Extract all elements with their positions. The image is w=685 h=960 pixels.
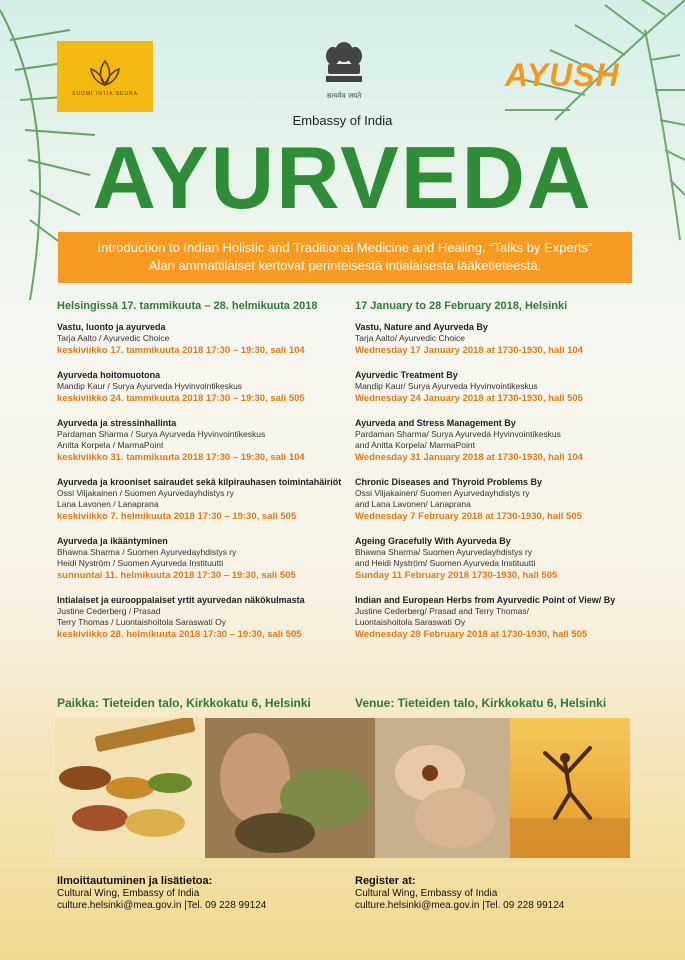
footer-english [355, 875, 564, 912]
event-date: keskiviikko 28. helmikuuta 2018 17:30 – 19:30, sali 505 [57, 629, 302, 640]
event-date: keskiviikko 24. tammikuuta 2018 17:30 – 19:30, sali 505 [57, 393, 305, 404]
event-speaker: Lana Lavonen / Lanaprana [57, 499, 159, 509]
event-speaker: Ossi Viljakainen / Suomen Ayurvedayhdistys ry [57, 488, 234, 498]
event-title: Ageing Gracefully With Ayurveda By [355, 536, 511, 546]
event-item [57, 476, 357, 524]
banner-line-english: Introduction to Indian Holistic and Traditional Medicine and Healing. “Talks by Experts” [97, 240, 593, 255]
event-speaker: Pardaman Sharma / Surya Ayurveda Hyvinvointikeskus [57, 429, 266, 439]
banner-line-finnish: Alan ammattilaiset kertovat perinteisestä intialaisesta lääketieteestä. [148, 258, 542, 273]
event-speaker: Anitta Korpela / MarmaPoint [57, 440, 164, 450]
event-date: Wednesday 24 January 2018 at 1730-1930, hall 505 [355, 393, 583, 404]
event-speaker: Terry Thomas / Luontaishoitola Saraswati Oy [57, 617, 226, 627]
event-item [57, 535, 357, 583]
ayush-logo: AYUSH [505, 57, 620, 93]
lotus-icon [87, 57, 123, 91]
footer-finnish [57, 875, 266, 912]
event-speaker: Mandip Kaur / Surya Ayurveda Hyvinvointikeskus [57, 381, 243, 391]
english-schedule-column [355, 300, 655, 653]
footer-english-heading: Register at: [355, 875, 416, 887]
english-schedule-heading: 17 January to 28 February 2018, Helsinki [355, 300, 568, 312]
event-speaker: Justine Cederberg/ Prasad and Terry Thomas/ [355, 606, 530, 616]
event-speaker: and Heidi Nyström/ Suomen Ayurveda Instituutti [355, 558, 536, 568]
event-title: Ayurvedic Treatment By [355, 370, 458, 380]
event-speaker: Tarja Aalto / Ayurvedic Choice [57, 333, 170, 343]
event-item [57, 369, 357, 406]
emblem-motto: सत्यमेव जयते [326, 92, 362, 100]
event-item [57, 594, 357, 642]
event-item [355, 594, 655, 642]
event-date: Wednesday 17 January 2018 at 1730-1930, hall 104 [355, 345, 583, 356]
event-date: sunnuntai 11. helmikuuta 2018 17:30 – 19:30, sali 505 [57, 570, 296, 581]
event-speaker: and Anitta Korpela/ MarmaPoint [355, 440, 476, 450]
event-speaker: and Lana Lavonen/ Lanaprana [355, 499, 471, 509]
event-title: Vastu, luonto ja ayurveda [57, 322, 166, 332]
event-speaker: Pardaman Sharma/ Surya Ayurveda Hyvinvointikeskus [355, 429, 561, 439]
finnish-schedule-column [57, 300, 357, 653]
herbs-and-spices-photo [55, 718, 205, 858]
event-speaker: Heidi Nyström / Suomen Ayurveda Instituutti [57, 558, 224, 568]
event-title: Ayurveda ja stressinhallinta [57, 418, 177, 428]
event-date: Sunday 11 February 2018 1730-1930, hall 505 [355, 570, 558, 581]
embassy-label: Embassy of India [292, 113, 393, 128]
footer-english-org: Cultural Wing, Embassy of India [355, 888, 498, 899]
event-title: Ayurveda ja krooniset sairaudet sekä kilpirauhasen toimintahäiriöt [57, 477, 342, 487]
event-title: Intialaiset ja eurooppalaiset yrtit ayurvedan näkökulmasta [57, 595, 305, 605]
event-title: Vastu, Nature and Ayurveda By [355, 322, 488, 332]
event-title: Ayurveda hoitomuotona [57, 370, 161, 380]
event-item [355, 535, 655, 583]
footer-english-contact[interactable]: culture.helsinki@mea.gov.in |Tel. 09 228 99124 [355, 900, 565, 911]
event-item [355, 476, 655, 524]
footer-finnish-org: Cultural Wing, Embassy of India [57, 888, 200, 899]
massage-treatment-photo [205, 718, 375, 858]
photo-strip [0, 718, 685, 858]
event-speaker: Ossi Viljakainen/ Suomen Ayurvedayhdistys ry [355, 488, 530, 498]
event-item [57, 321, 357, 358]
event-speaker: Justine Cederberg / Prasad [57, 606, 161, 616]
yoga-sunset-photo [510, 718, 630, 858]
event-date: Wednesday 7 February 2018 at 1730-1930, hall 505 [355, 511, 582, 522]
event-speaker: Mandip Kaur/ Surya Ayurveda Hyvinvointikeskus [355, 381, 538, 391]
ashoka-emblem-icon [318, 38, 370, 106]
event-title: Indian and European Herbs from Ayurvedic Point of View/ By [355, 595, 616, 605]
event-date: Wednesday 28 February 2018 at 1730-1930, hall 505 [355, 629, 588, 640]
venue-english: Venue: Tieteiden talo, Kirkkokatu 6, Helsinki [355, 696, 607, 710]
finnish-schedule-heading: Helsingissä 17. tammikuuta – 28. helmikuuta 2018 [57, 300, 318, 312]
event-item [355, 369, 655, 406]
logo-left-text: SUOMI INTIA SEURA [72, 90, 138, 97]
event-item [355, 321, 655, 358]
head-massage-photo [375, 718, 510, 858]
page-title: AYURVEDA [92, 128, 593, 227]
event-date: keskiviikko 17. tammikuuta 2018 17:30 – 19:30, sali 104 [57, 345, 305, 356]
footer-finnish-heading: Ilmoittautuminen ja lisätietoa: [57, 875, 213, 887]
event-title: Ayurveda ja ikääntyminen [57, 536, 168, 546]
event-date: keskiviikko 7. helmikuuta 2018 17:30 – 19:30, sali 505 [57, 511, 297, 522]
event-date: Wednesday 31 January 2018 at 1730-1930, hall 104 [355, 452, 583, 463]
suomi-intia-seura-logo [57, 41, 153, 112]
event-speaker: Bhawna Sharma / Suomen Ayurvedayhdistys ry [57, 547, 237, 557]
venue-finnish: Paikka: Tieteiden talo, Kirkkokatu 6, Helsinki [57, 696, 311, 710]
event-speaker: Tarja Aalto/ Ayurvedic Choice [355, 333, 465, 343]
intro-banner [58, 232, 632, 283]
event-item [355, 417, 655, 465]
event-speaker: Bhawna Sharma/ Suomen Ayurvedayhdistys ry [355, 547, 533, 557]
event-title: Ayurveda and Stress Management By [355, 418, 516, 428]
event-title: Chronic Diseases and Thyroid Problems By [355, 477, 543, 487]
event-date: keskiviikko 31. tammikuuta 2018 17:30 – 19:30, sali 104 [57, 452, 305, 463]
footer-finnish-contact[interactable]: culture.helsinki@mea.gov.in |Tel. 09 228 99124 [57, 900, 267, 911]
event-item [57, 417, 357, 465]
event-speaker: Luontaishoitola Saraswati Oy [355, 617, 466, 627]
